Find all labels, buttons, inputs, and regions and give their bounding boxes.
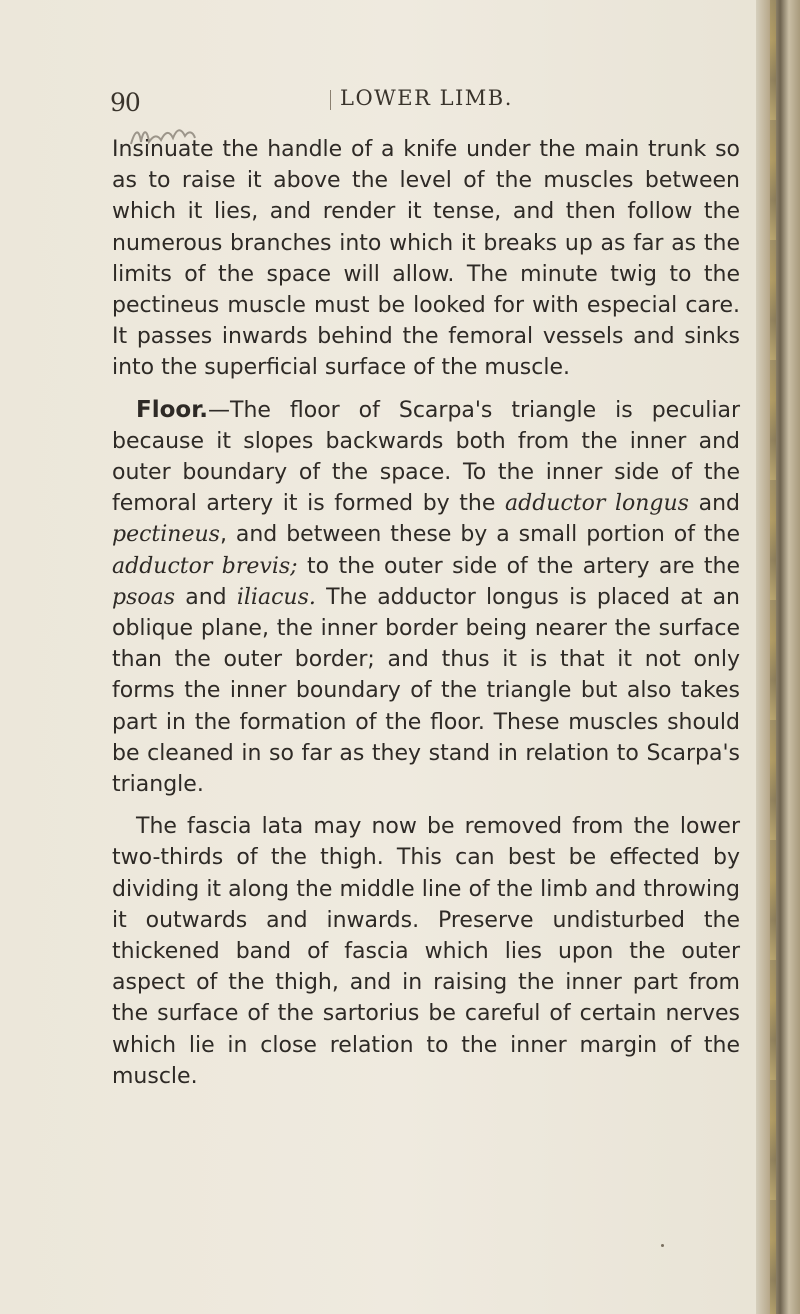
page-number: 90 xyxy=(110,88,140,117)
floor-text-2: and xyxy=(688,491,740,517)
paragraph-dissection xyxy=(112,134,740,384)
paragraph-fascia-lata-text: The fascia lata may now be removed from the lower two-thirds of the thigh. This can best be effected by dividing it along the middle line of the limb and throwing it outwards and inwards. Preserve undisturbed the thickened band of fascia which lies upon the outer aspect of the thigh, and in raising the inner part from the surface of the sartorius be careful of certain nerves which lie in close relation to the inner margin of the muscle. xyxy=(112,814,740,1089)
paragraph-fascia-lata xyxy=(112,811,740,1092)
paragraph-dissection-text: Insinuate the handle of a knife under the main trunk so as to raise it above the level of the muscles between which it lies, and render it tense, and then follow the numerous branches into which it breaks up as far as the limits of the space will allow. The minute twig to the pectineus muscle must be looked for with especial care. It passes inwards behind the femoral vessels and sinks into the superficial surface of the muscle. xyxy=(112,137,740,381)
body-text xyxy=(112,134,740,1092)
floor-text-6: The adductor longus is placed at an oblique plane, the inner border being nearer the surface than the outer border; and thus it is that it not only forms the inner boundary of the triangle but also takes part in the formation of the floor. These muscles should be cleaned in so far as they stand in relation to Scarpa's triangle. xyxy=(112,584,740,798)
section-heading-floor: Floor. xyxy=(136,396,208,423)
term-adductor-longus: adductor longus xyxy=(505,491,689,517)
floor-text-1: —The floor of Scarpa's triangle is peculiar because it slopes backwards both from the inner and outer boundary of the space. To the inner side of the femoral artery it is formed by the xyxy=(112,397,740,517)
page-speck xyxy=(661,1244,664,1247)
term-adductor-brevis: adductor brevis; xyxy=(112,553,298,579)
floor-text-4: to the outer side of the artery are the xyxy=(297,553,741,579)
paragraph-floor xyxy=(112,395,740,801)
floor-text-5: and xyxy=(175,584,237,610)
book-binding-edge xyxy=(756,0,800,1314)
running-head: LOWER LIMB. xyxy=(340,86,513,110)
term-pectineus: pectineus xyxy=(112,522,220,548)
term-iliacus: iliacus. xyxy=(236,584,316,610)
term-psoas: psoas xyxy=(112,584,176,610)
floor-text-3: , and between these by a small portion of the xyxy=(219,522,740,548)
